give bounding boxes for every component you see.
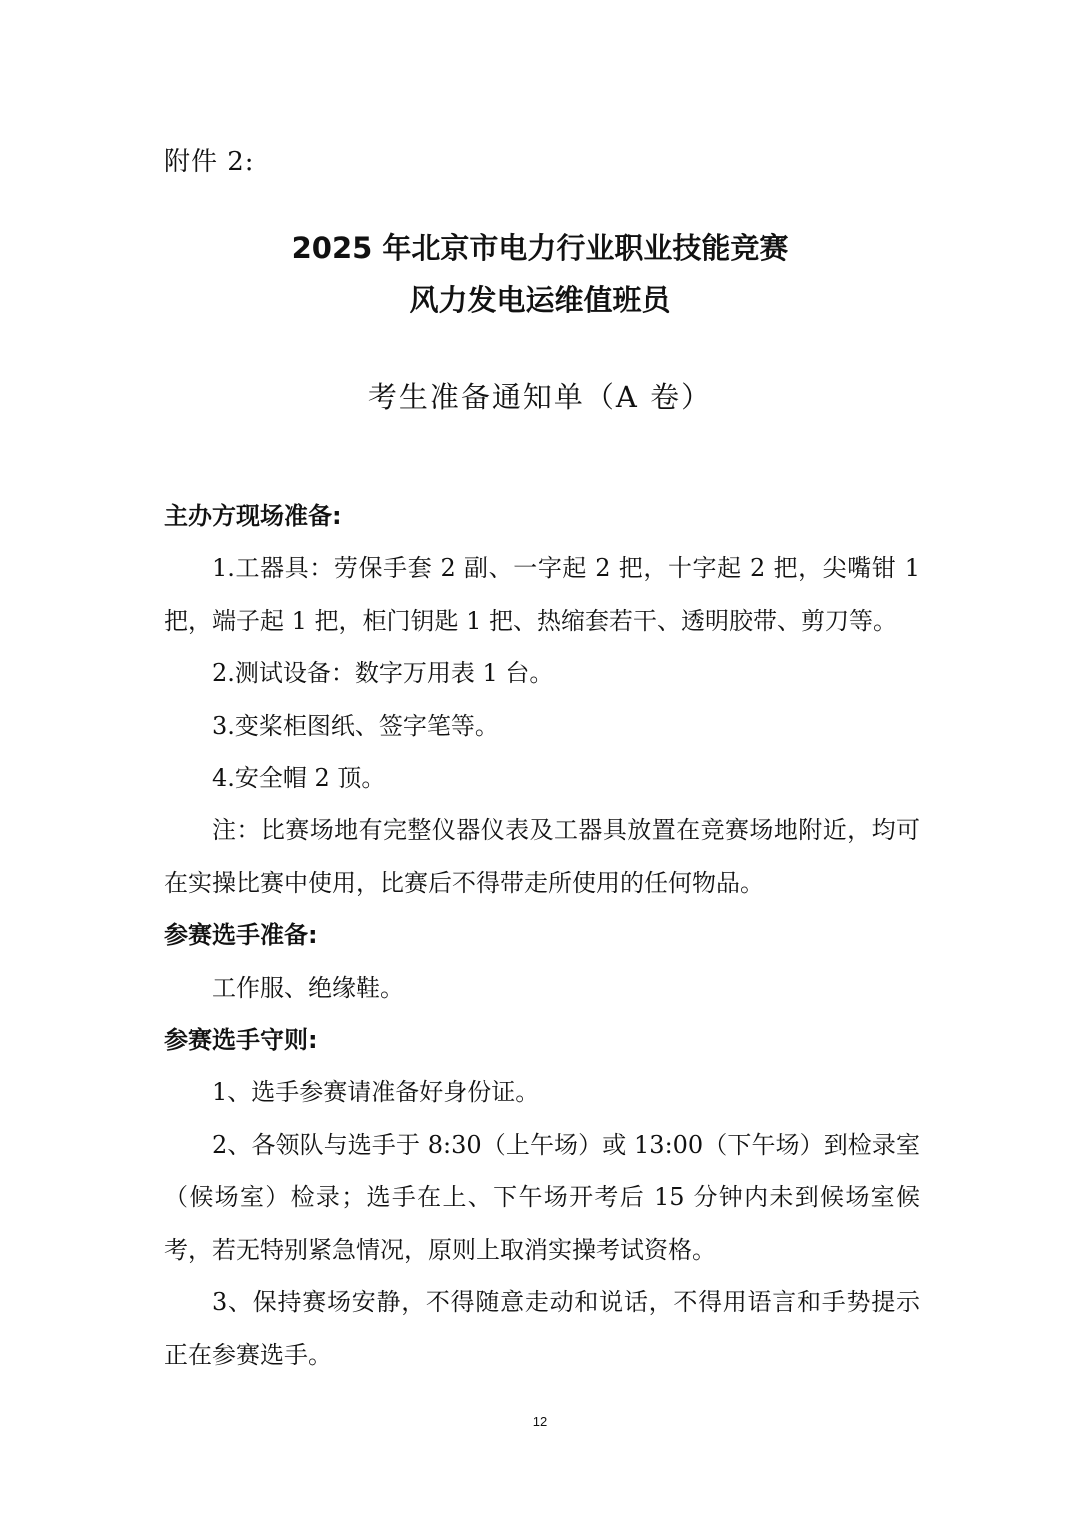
- contestant-rule-3: 3、保持赛场安静，不得随意走动和说话，不得用语言和手势提示正在参赛选手。: [164, 1288, 920, 1369]
- title-line-1: 2025 年北京市电力行业职业技能竞赛: [291, 231, 789, 265]
- section-heading-organizer: 主办方现场准备:: [164, 502, 342, 530]
- title-line-2: 风力发电运维值班员: [409, 283, 671, 317]
- document-title: [0, 222, 1080, 326]
- contestant-rule-2: 2、各领队与选手于 8:30（上午场）或 13:00（下午场）到检录室（候场室）检录；选手在上、下午场开考后 15 分钟内未到候场室候考，若无特别紧急情况，原则上取消实操考试资格。: [164, 1130, 920, 1264]
- contestant-prep-item-1: 工作服、绝缘鞋。: [212, 973, 404, 1002]
- contestant-rule-1: 1、选手参赛请准备好身份证。: [212, 1078, 540, 1107]
- document-subtitle: 考生准备通知单（A 卷）: [367, 380, 713, 414]
- section-heading-contestant-rules: 参赛选手守则:: [164, 1026, 318, 1055]
- organizer-item-3: 3.变桨柜图纸、签字笔等。: [212, 711, 499, 740]
- organizer-note: 注：比赛场地有完整仪器仪表及工器具放置在竞赛场地附近，均可在实操比赛中使用，比赛后不得带走所使用的任何物品。: [164, 816, 920, 897]
- organizer-item-1: 1.工器具：劳保手套 2 副、一字起 2 把，十字起 2 把，尖嘴钳 1 把，端子起 1 把，柜门钥匙 1 把、热缩套若干、透明胶带、剪刀等。: [164, 554, 920, 635]
- page-number: 12: [532, 1414, 548, 1429]
- section-heading-contestant-prep: 参赛选手准备:: [164, 921, 318, 950]
- organizer-item-2: 2.测试设备：数字万用表 1 台。: [212, 659, 554, 688]
- document-body: [164, 490, 920, 1381]
- attachment-label: 附件 2:: [164, 147, 255, 177]
- organizer-item-4: 4.安全帽 2 顶。: [212, 764, 386, 793]
